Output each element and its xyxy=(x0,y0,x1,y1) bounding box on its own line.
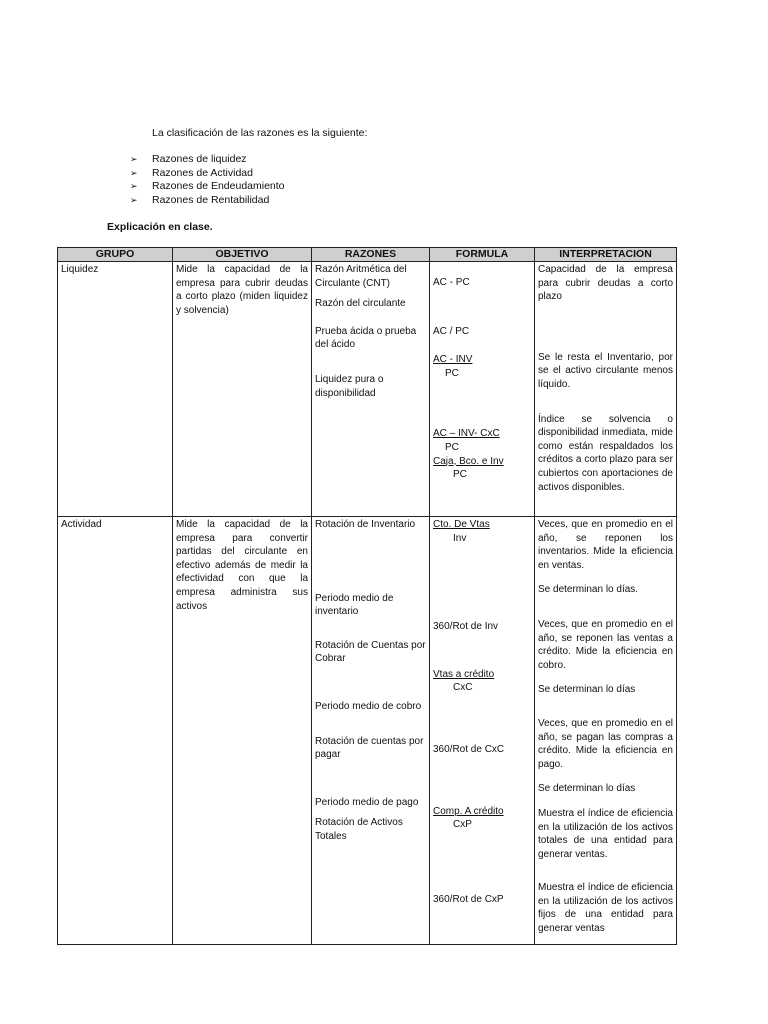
interpretacion-item: Capacidad de la empresa para cubrir deudas a corto plazo xyxy=(538,264,673,303)
formula-numerator: AC – INV- CxC xyxy=(433,428,500,440)
header-interpretacion: INTERPRETACION xyxy=(535,248,677,262)
interpretacion-cell xyxy=(535,517,677,945)
intro-text: La clasificación de las razones es la siguiente: xyxy=(152,127,368,139)
interpretacion-item: Veces, que en promedio en el año, se reponen las ventas a crédito. Mide la eficiencia en cobro. xyxy=(538,618,673,671)
header-objetivo: OBJETIVO xyxy=(173,248,312,262)
interpretacion-item: Se determinan lo días xyxy=(538,783,636,795)
interpretacion-item: Se le resta el Inventario, por se el activo circulante menos líquido. xyxy=(538,351,673,390)
razon-item: Liquidez pura o disponibilidad xyxy=(315,373,384,399)
formula-denominator: CxC xyxy=(453,682,473,694)
formula-item: 360/Rot de CxC xyxy=(433,743,505,755)
formula-cell xyxy=(430,517,535,945)
interpretacion-item: Se determinan lo días xyxy=(538,684,636,696)
interpretacion-item: Veces, que en promedio en el año, se pagan las compras a crédito. Mide la eficiencia en pago. xyxy=(538,717,673,770)
list-item: ➢ Razones de liquidez xyxy=(130,153,247,165)
interpretacion-item: Veces, que en promedio en el año, se reponen los inventarios. Mide la eficiencia en ventas. xyxy=(538,519,673,571)
formula-numerator: Cto. De Vtas xyxy=(433,519,490,530)
formula-denominator: PC xyxy=(445,367,459,379)
formula-numerator: Comp. A crédito xyxy=(433,805,504,817)
objetivo-cell: Mide la capacidad de la empresa para cubrir deudas a corto plazo (miden liquidez y solvencia) xyxy=(173,262,312,517)
formula-denominator: Inv xyxy=(453,532,467,544)
formula-numerator: Vtas a crédito xyxy=(433,668,495,680)
interpretacion-item: Índice se solvencia o disponibilidad inmediata, mide como están respaldados los créditos a corto plazo para ser cubiertos con aportaciones de activos disponibles. xyxy=(538,413,673,493)
header-grupo: GRUPO xyxy=(58,248,173,262)
ratio-classification-list xyxy=(130,153,285,207)
arrow-bullet-icon: ➢ xyxy=(130,181,138,191)
razon-item: Razón del circulante xyxy=(315,298,406,310)
arrow-bullet-icon: ➢ xyxy=(130,194,138,205)
grupo-cell: Liquidez xyxy=(58,262,173,517)
formula-denominator: PC xyxy=(445,441,459,453)
interpretacion-cell xyxy=(535,262,677,517)
table-row-liquidez xyxy=(58,262,677,517)
razon-item: Rotación de cuentas por pagar xyxy=(315,735,424,761)
formula-item: 360/Rot de CxP xyxy=(433,893,504,905)
interpretacion-item: Muestra el índice de eficiencia en la utilización de los activos fijos de una entidad para generar ventas xyxy=(538,882,673,935)
interpretacion-item: Muestra el índice de eficiencia en la utilización de los activos totales de una entidad para generar ventas. xyxy=(538,807,673,860)
formula-cell xyxy=(430,262,535,517)
razon-item: Rotación de Cuentas por Cobrar xyxy=(315,639,426,665)
razon-item: Prueba ácida o prueba del ácido xyxy=(315,325,417,351)
razones-cell xyxy=(312,262,430,517)
grupo-cell: Actividad xyxy=(58,517,173,945)
formula-numerator: AC - INV xyxy=(433,354,473,366)
razones-cell xyxy=(312,517,430,945)
razon-item: Periodo medio de pago xyxy=(315,796,419,808)
razon-item: Periodo medio de cobro xyxy=(315,700,422,712)
formula-item: AC / PC xyxy=(433,325,470,337)
razon-item: Rotación de Activos Totales xyxy=(315,817,403,842)
razon-item: Rotación de Inventario xyxy=(315,519,416,530)
formula-item: 360/Rot de Inv xyxy=(433,621,499,633)
ratios-table xyxy=(57,247,677,945)
list-item: ➢ Razones de Endeudamiento xyxy=(130,180,285,192)
arrow-bullet-icon: ➢ xyxy=(130,167,138,178)
razon-item: Razón Aritmética del Circulante (CNT) xyxy=(315,264,407,289)
list-item: ➢ Razones de Actividad xyxy=(130,166,253,179)
interpretacion-item: Se determinan lo días. xyxy=(538,584,639,596)
objetivo-cell: Mide la capacidad de la empresa para convertir partidas del circulante en efectivo además de medir la efectividad con que la empresa administra sus activos xyxy=(173,517,312,945)
header-razones: RAZONES xyxy=(312,248,430,262)
formula-denominator: CxP xyxy=(453,819,472,831)
arrow-bullet-icon: ➢ xyxy=(130,154,138,164)
formula-numerator: Caja, Bco. e Inv xyxy=(433,455,504,467)
formula-item: AC - PC xyxy=(433,277,470,288)
table-header-row xyxy=(58,248,677,262)
header-formula: FORMULA xyxy=(430,248,535,262)
table-row-actividad xyxy=(58,517,677,945)
explanation-note: Explicación en clase. xyxy=(107,221,213,233)
razon-item: Periodo medio de inventario xyxy=(315,592,394,618)
list-item: ➢ Razones de Rentabilidad xyxy=(130,193,270,206)
formula-denominator: PC xyxy=(453,469,467,481)
